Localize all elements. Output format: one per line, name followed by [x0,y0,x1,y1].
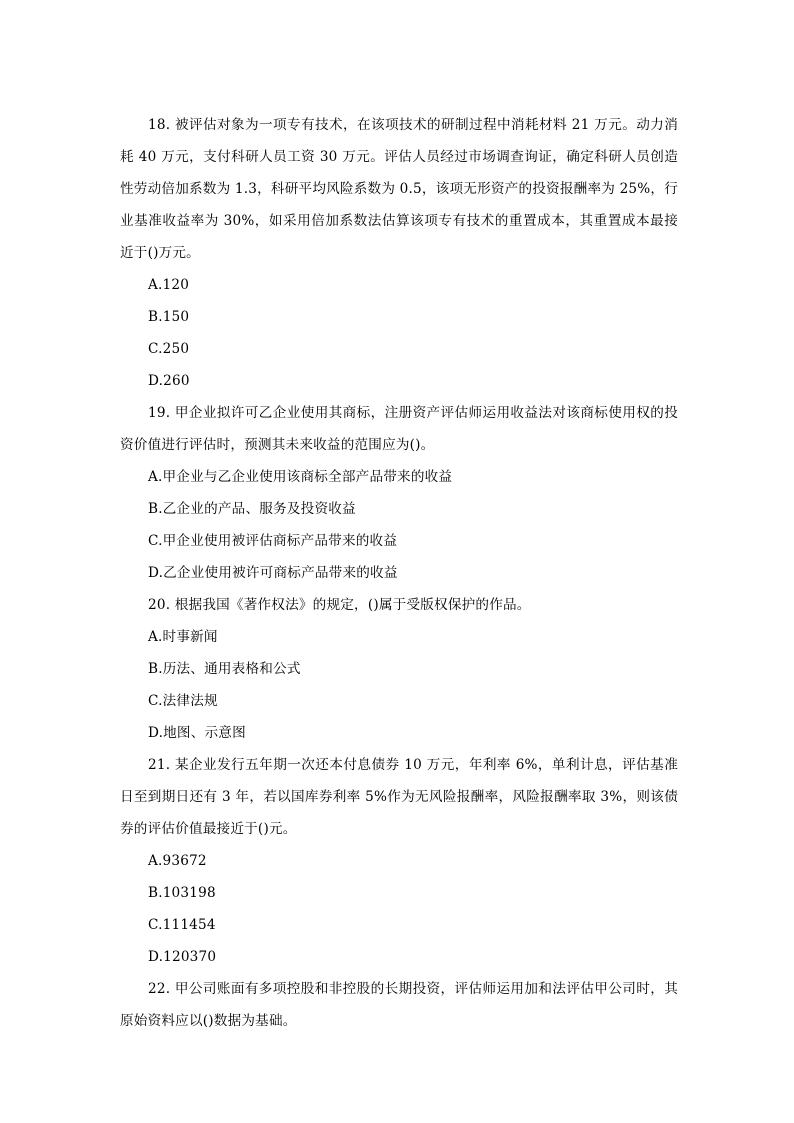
question-18-option-a: A.120 [148,277,190,293]
question-18-option-d: D.260 [148,373,190,389]
question-19-option-b: B.乙企业的产品、服务及投资收益 [148,501,356,517]
question-21-option-a: A.93672 [148,853,207,869]
question-18-option-b: B.150 [148,309,190,325]
question-20-option-c: C.法律法规 [148,693,218,709]
question-19-option-d: D.乙企业使用被许可商标产品带来的收益 [148,565,398,581]
question-21-option-d: D.120370 [148,949,217,965]
question-19-option-a: A.甲企业与乙企业使用该商标全部产品带来的收益 [148,469,453,485]
question-20-option-b: B.历法、通用表格和公式 [148,661,301,677]
question-18-text: 18. 被评估对象为一项专有技术，在该项技术的研制过程中消耗材料 21 万元。动力消耗 40 万元，支付科研人员工资 30 万元。评估人员经过市场调查询证，确定科研人员创造性劳动倍加系数为 1.3，科研平均风险系数为 0.5，该项无形资产的投资报酬率为 25%，行业基准收益率为 30%，如采用倍加系数法估算该项专有技术的重置成本，其重置成本最接近于()万元。 [120,117,678,261]
question-18-option-c: C.250 [148,341,190,357]
question-19-option-c: C.甲企业使用被评估商标产品带来的收益 [148,533,398,549]
question-21-option-c: C.111454 [148,917,216,933]
question-21-text: 21. 某企业发行五年期一次还本付息债券 10 万元，年利率 6%，单利计息，评估基准日至到期日还有 3 年，若以国库券利率 5%作为无风险报酬率，风险报酬率取 3%，则该债券的评估价值最接近于()元。 [120,757,678,837]
question-list [120,109,678,1037]
question-20-text: 20. 根据我国《著作权法》的规定，()属于受版权保护的作品。 [148,597,531,613]
question-20-option-a: A.时事新闻 [148,629,218,645]
question-20-option-d: D.地图、示意图 [148,725,246,741]
question-21-option-b: B.103198 [148,885,216,901]
question-19-text: 19. 甲企业拟许可乙企业使用其商标，注册资产评估师运用收益法对该商标使用权的投资价值进行评估时，预测其未来收益的范围应为()。 [120,405,678,453]
question-22-text: 22. 甲公司账面有多项控股和非控股的长期投资，评估师运用加和法评估甲公司时，其原始资料应以()数据为基础。 [120,981,678,1029]
